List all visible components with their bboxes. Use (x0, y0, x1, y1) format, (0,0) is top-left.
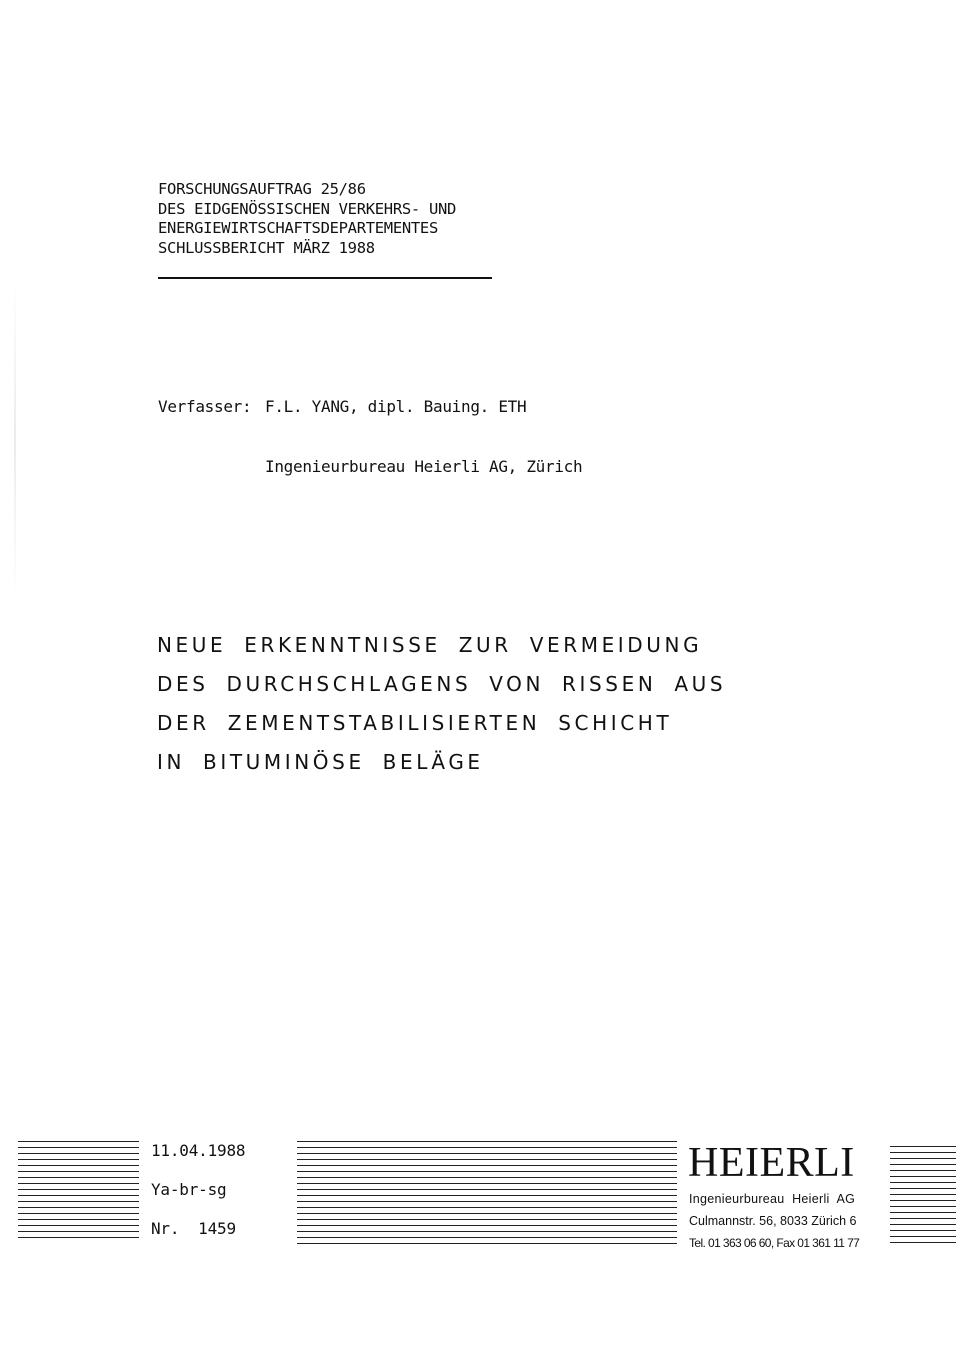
report-number: Nr. 1459 (151, 1219, 236, 1238)
header-line: DES EIDGENÖSSISCHEN VERKEHRS- UND (158, 199, 457, 218)
company-contact: Tel. 01 363 06 60, Fax 01 361 11 77 (689, 1236, 860, 1250)
report-reference: Ya-br-sg (151, 1180, 227, 1199)
company-name: Ingenieurbureau Heierli AG (689, 1192, 856, 1206)
research-header (158, 180, 456, 258)
report-title (157, 626, 726, 782)
title-line: NEUE ERKENNTNISSE ZUR VERMEIDUNG (157, 633, 703, 657)
report-date: 11.04.1988 (151, 1141, 246, 1160)
header-line: ENERGIEWIRTSCHAFTSDEPARTEMENTES (158, 219, 438, 237)
header-line: FORSCHUNGSAUFTRAG 25/86 (158, 180, 366, 198)
header-divider (158, 277, 492, 279)
footer-rule-middle (297, 1141, 677, 1245)
page-edge-shadow (14, 280, 16, 600)
footer-rule-right (890, 1146, 956, 1246)
author-name: F.L. YANG, dipl. Bauing. ETH (265, 397, 527, 416)
title-line: IN BITUMINÖSE BELÄGE (157, 750, 484, 774)
author-block (158, 357, 582, 497)
title-line: DES DURCHSCHLAGENS VON RISSEN AUS (157, 672, 727, 696)
title-line: DER ZEMENTSTABILISIERTEN SCHICHT (157, 711, 673, 735)
company-address: Culmannstr. 56, 8033 Zürich 6 (689, 1214, 857, 1228)
author-affiliation: Ingenieurbureau Heierli AG, Zürich (265, 457, 583, 476)
footer-rule-left (18, 1141, 139, 1242)
author-label: Verfasser: (158, 397, 252, 416)
footer-meta (151, 1140, 245, 1257)
company-logo: HEIERLI (688, 1140, 855, 1186)
header-line: SCHLUSSBERICHT MÄRZ 1988 (158, 238, 375, 257)
company-details (689, 1188, 859, 1254)
